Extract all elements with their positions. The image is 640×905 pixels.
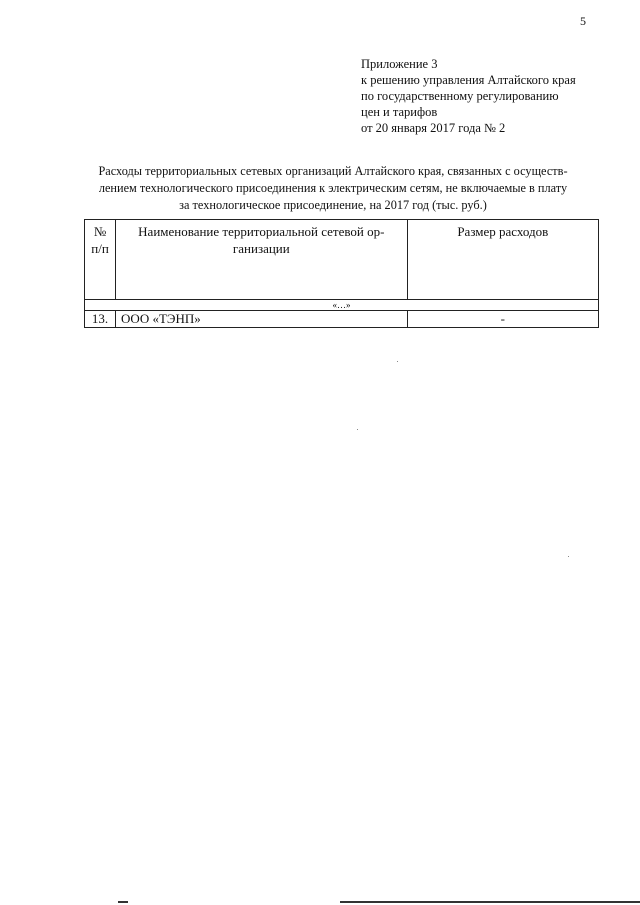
row-number-cell: 13.: [85, 311, 116, 328]
omission-cell: «…»: [85, 300, 599, 311]
scan-edge-mark: [118, 901, 128, 903]
appendix-line: Приложение 3: [361, 57, 438, 71]
appendix-reference: [361, 56, 576, 136]
appendix-line: к решению управления Алтайского края: [361, 73, 576, 87]
document-title: [70, 163, 596, 214]
appendix-line: цен и тарифов: [361, 105, 438, 119]
omission-row: [85, 300, 599, 311]
header-name-cell: [116, 220, 408, 300]
header-name-line: ганизации: [232, 241, 290, 256]
header-amount-cell: Размер расходов: [407, 220, 598, 300]
header-number-abbrev: п/п: [91, 241, 109, 256]
title-line: Расходы территориальных сетевых организаций Алтайского края, связанных с осуществ-: [98, 164, 568, 178]
row-amount-cell: -: [407, 311, 598, 328]
scan-bottom-edge: [0, 899, 640, 905]
appendix-line: по государственному регулированию: [361, 89, 559, 103]
row-organization-cell: ООО «ТЭНП»: [116, 311, 408, 328]
title-line: лением технологического присоединения к электрическим сетям, не включаемые в плату: [98, 181, 568, 195]
table-header-row: [85, 220, 599, 300]
header-number-symbol: №: [93, 224, 107, 239]
appendix-line: от 20 января 2017 года № 2: [361, 121, 506, 135]
header-name-line: Наименование территориальной сетевой ор-: [138, 224, 385, 239]
expenses-table: [84, 219, 599, 328]
title-line: за технологическое присоединение, на 2017 год (тыс. руб.): [179, 198, 487, 212]
scan-speck: [568, 556, 569, 557]
header-number-cell: [85, 220, 116, 300]
scan-speck: [357, 429, 358, 430]
scan-edge-mark: [340, 901, 640, 903]
table-row: [85, 311, 599, 328]
scan-speck: [397, 361, 398, 362]
page-number: 5: [580, 14, 586, 28]
